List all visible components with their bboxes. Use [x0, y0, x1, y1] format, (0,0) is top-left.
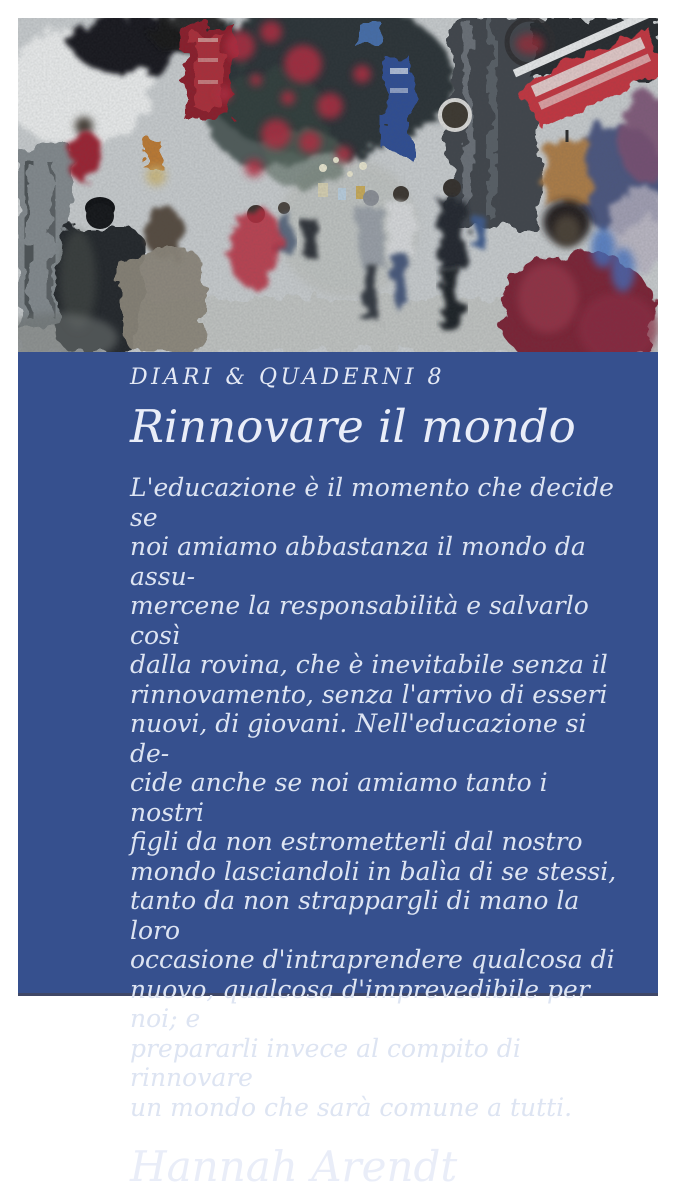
author-name: Hannah Arendt [130, 1142, 458, 1191]
watercolor-street-scene-illustration [18, 18, 658, 352]
series-label: DIARI & QUADERNI 8 [130, 365, 446, 390]
quote-line: L'educazione è il momento che decide se [130, 473, 614, 532]
quote-line: prepararli invece al compito di rinnovare [130, 1033, 521, 1092]
quote-line: rinnovamento, senza l'arrivo di esseri [130, 679, 608, 709]
quote-paragraph [130, 473, 618, 1122]
quote-line: noi amiamo abbastanza il mondo da assu- [130, 532, 586, 591]
quote-line: nuovi, di giovani. Nell'educazione si de- [130, 709, 587, 768]
quote-line: dalla rovina, che è inevitabile senza il [130, 650, 608, 679]
quote-line: un mondo che sarà comune a tutti. [130, 1092, 573, 1122]
cover-text-panel [18, 352, 658, 1191]
quote-line: nuovo, qualcosa d'imprevedibile per noi; e [130, 974, 590, 1033]
book-title: Rinnovare il mondo [130, 400, 576, 453]
quote-line: tanto da non strappargli di mano la loro [130, 886, 580, 945]
cover-art [18, 18, 658, 352]
quote-line: occasione d'intraprendere qualcosa di [130, 945, 615, 974]
quote-line: mercene la responsabilità e salvarlo così [130, 591, 589, 650]
quote-line: mondo lasciandoli in balìa di se stessi, [130, 856, 617, 886]
book-cover [18, 18, 658, 1191]
quote-line: cide anche se noi amiamo tanto i nostri [130, 768, 548, 827]
quote-line: figli da non estrometterli dal nostro [130, 827, 583, 856]
